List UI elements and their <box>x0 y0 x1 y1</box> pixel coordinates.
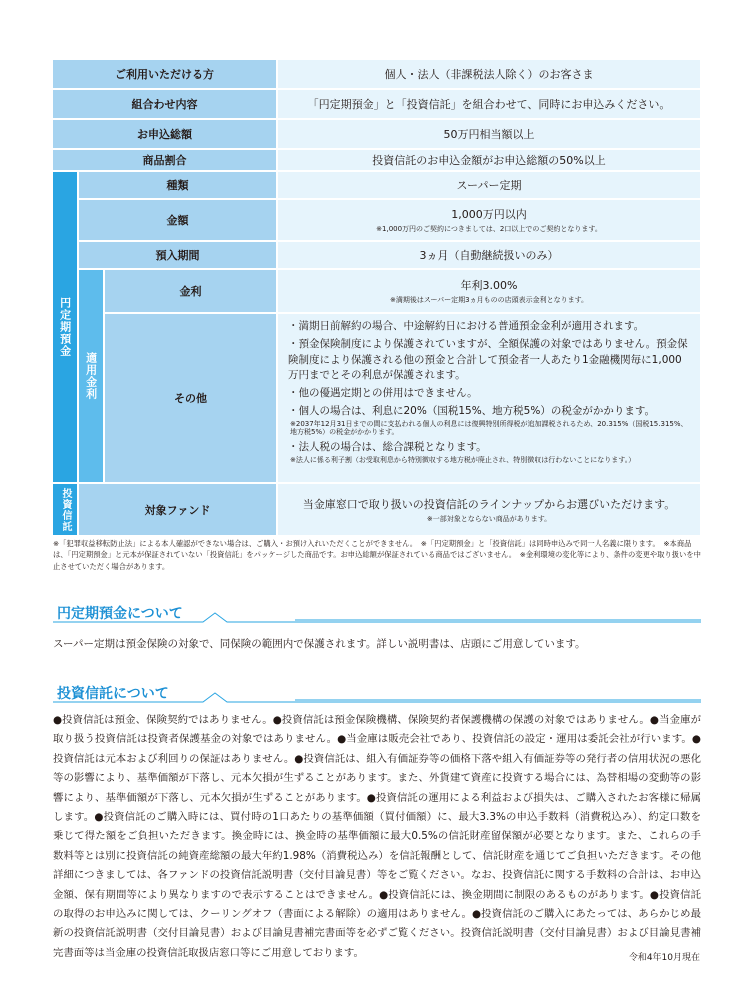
label-combination: 組合わせ内容 <box>53 90 276 118</box>
other-item-2: ・預金保険制度により保護されていますが、全額保護の対象ではありません。預金保険制度により保護される他の預金と合計して預金者一人あたり1金融機関毎に1,000万円までとその利息が保護されます。 <box>288 337 688 382</box>
label-total: お申込総額 <box>53 120 276 148</box>
value-combination: 「円定期預金」と「投資信託」を組合わせて、同時にお申込みください。 <box>278 90 700 118</box>
value-total: 50万円相当額以上 <box>278 120 700 148</box>
other-item-5: ・法人税の場合は、総合課税となります。 <box>288 441 487 453</box>
label-other: その他 <box>105 314 276 482</box>
amount-note: ※1,000万円のご契約につきましては、2口以上でのご契約となります。 <box>376 225 602 233</box>
group-investment-trust <box>53 484 77 535</box>
other-item-3: ・他の優遇定期との併用はできません。 <box>288 387 478 399</box>
label-period: 預入期間 <box>79 242 276 268</box>
other-item-4: ・個人の場合は、利息に20%（国税15%、地方税5%）の税金がかかります。 <box>288 404 655 417</box>
group-yen-deposit <box>53 172 77 482</box>
label-ratio: 商品割合 <box>53 150 276 170</box>
label-fund: 対象ファンド <box>79 484 276 535</box>
other-note-2: ※法人に係る利子割（お受取利息から特別徴収する地方税が廃止され、特別徴収は行わないことになります。） <box>290 455 636 464</box>
label-amount: 金額 <box>79 200 276 240</box>
rate-note: ※満期後はスーパー定期3ヵ月ものの店頭表示金利となります。 <box>389 296 589 304</box>
table-footnote: ※「犯罪収益移転防止法」による本人確認ができない場合は、ご購入・お預け入れいただくことができません。 ※「円定期預金」と「投資信託」は同時申込みで同一人名義に限ります。 ※本商品は、「円定期預金」と元本が保証されていない「投資信託」をパッケージした商品です。お申込総額が保証されている商品ではございません。 ※金利環境の変化等により、条件の変更や取り扱いを中止させていただく場合があります。 <box>53 539 701 571</box>
section-text-yen-deposit: スーパー定期は預金保険の対象で、同保険の範囲内で保護されます。詳しい説明書は、店頭にご用意しています。 <box>53 638 586 650</box>
group-investment-trust-label: 投資信託 <box>60 487 71 532</box>
fund-main: 当金庫窓口で取り扱いの投資信託のラインナップからお選びいただけます。 <box>302 497 676 511</box>
group-applied-rate-label: 適用金利 <box>84 352 98 400</box>
fund-note: ※一部対象とならない商品があります。 <box>426 514 552 523</box>
label-kind: 種類 <box>79 172 276 198</box>
value-amount <box>278 200 700 240</box>
value-kind: スーパー定期 <box>278 172 700 198</box>
group-yen-deposit-label: 円定期預金 <box>58 297 72 357</box>
section-title-investment-trust: 投資信託について <box>57 686 169 702</box>
group-applied-rate <box>79 270 103 482</box>
other-item-1: ・満期日前解約の場合、中途解約日における普通預金金利が適用されます。 <box>288 320 645 332</box>
section-title-yen-deposit: 円定期預金について <box>57 606 183 622</box>
value-rate <box>278 270 700 312</box>
value-fund <box>278 484 700 535</box>
section-heading-yen-deposit <box>53 601 701 625</box>
section-text-investment-trust: ●投資信託は預金、保険契約ではありません。●投資信託は預金保険機構、保険契約者保護機構の保護の対象ではありません。●当金庫が取り扱う投資信託は投資者保護基金の対象ではありません。●当金庫は販売会社であり、投資信託の設定・運用は委託会社が行います。●投資信託は元本および利回りの保証はありません。●投資信託は、組入有価証券等の価格下落や組入有価証券等の発行者の信用状況の悪化等の影響により、基準価額が下落し、元本欠損が生ずることがあります。また、外貨建て資産に投資する場合には、為替相場の変動等の影響により、基準価額が下落し、元本欠損が生ずることがあります。●投資信託の運用による利益および損失は、ご購入されたお客様に帰属します。●投資信託のご購入時には、買付時の1口あたりの基準価額（買付価額）に、最大3.3%の申込手数料（消費税込み）、約定口数を乗じて得た額をご負担いただきます。換金時には、換金時の基準価額に最大0.5%の信託財産留保額が必要となります。また、これらの手数料等とは別に投資信託の純資産総額の最大年約1.98%（消費税込み）を信託報酬として、信託財産を通じてご負担いただきます。その他詳細につきましては、各ファンドの投資信託説明書（交付目論見書）等をご覧ください。なお、投資信託に関する手数料の合計は、お申込金額、保有期間等により異なりますので表示することはできません。●投資信託には、換金期間に制限のあるものがあります。●投資信託の取得のお申込みに関しては、クーリングオフ（書面による解除）の適用はありません。●投資信託のご購入にあたっては、あらかじめ最新の投資信託説明書（交付目論見書）および目論見書補完書面等を必ずご覧ください。投資信託説明書（交付目論見書）および目論見書補完書面等は当金庫の投資信託取扱店窓口等にご用意しております。 <box>53 714 701 959</box>
label-rate: 金利 <box>105 270 276 312</box>
value-eligible: 個人・法人（非課税法人除く）のお客さま <box>278 60 700 88</box>
value-period: 3ヵ月（自動継続扱いのみ） <box>278 242 700 268</box>
other-note-1: ※2037年12月31日までの間に支払われる個人の利息には復興特別所得税が追加課税されるため、20.315%（国税15.315%、地方税5%）の税金がかかります。 <box>290 419 688 437</box>
product-table <box>53 60 700 535</box>
as-of-date: 令和4年10月現在 <box>628 953 700 963</box>
label-eligible: ご利用いただける方 <box>53 60 276 88</box>
value-ratio: 投資信託のお申込金額がお申込総額の50%以上 <box>278 150 700 170</box>
value-other <box>278 314 700 482</box>
amount-main: 1,000万円以内 <box>451 208 527 221</box>
rate-main: 年利3.00% <box>460 279 518 292</box>
section-heading-investment-trust <box>53 681 701 705</box>
